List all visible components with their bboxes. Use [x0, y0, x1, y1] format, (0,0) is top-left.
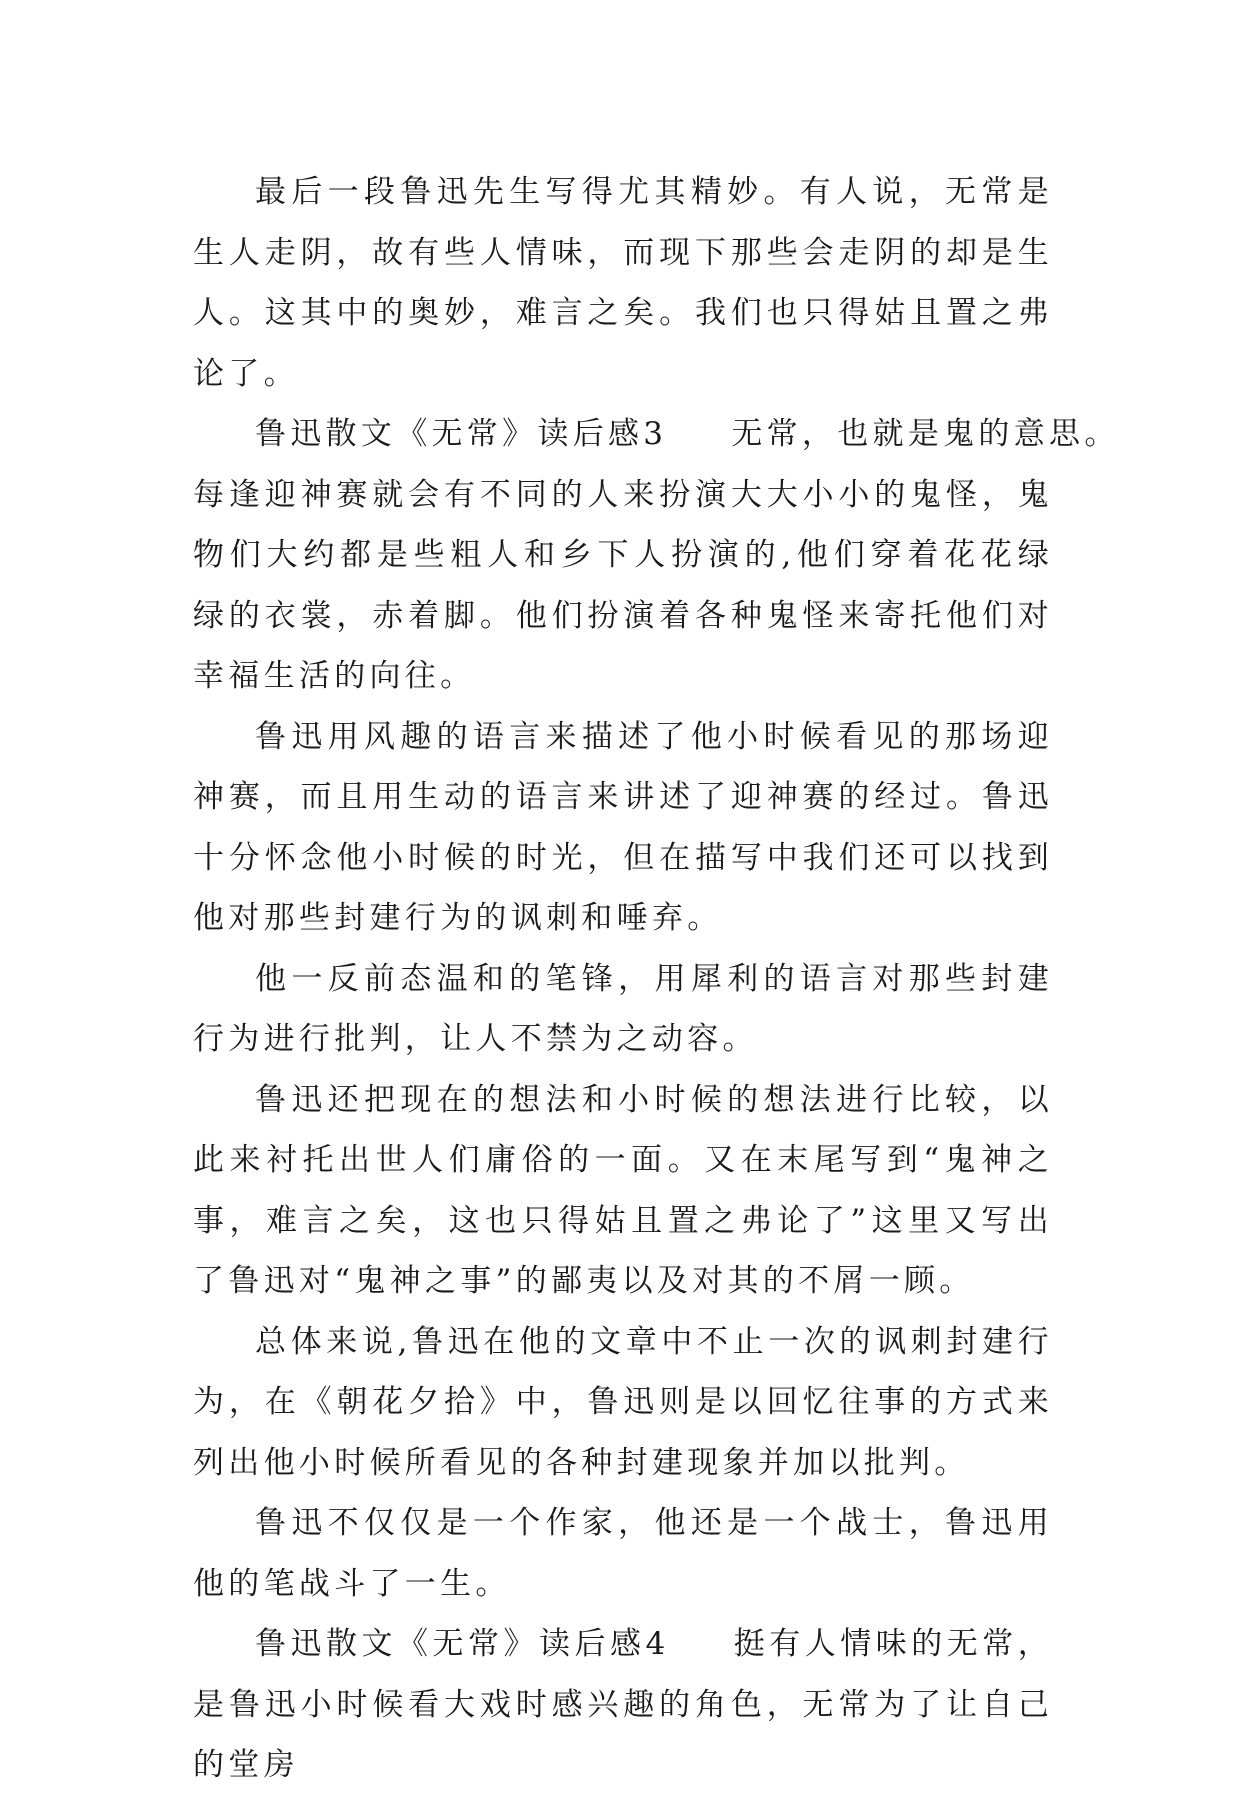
- paragraph-8-body: 挺有人情味的无常，是鲁迅小时候看大戏时感兴趣的角色，无常为了让自己的堂房: [193, 1626, 1054, 1783]
- heading-lead-3: 无常，也就是鬼的意思。: [731, 416, 1120, 452]
- document-body: [193, 162, 1120, 1796]
- paragraph-7: 鲁迅不仅仅是一个作家，他还是一个战士，鲁迅用他的笔战斗了一生。: [193, 1505, 1053, 1602]
- heading-line-3: [255, 416, 1120, 452]
- paragraph-3: 鲁迅用风趣的语言来描述了他小时候看见的那场迎神赛，而且用生动的语言来讲述了迎神赛的经过。鲁迅十分怀念他小时候的时光，但在描写中我们还可以找到他对那些封建行为的讽刺和唾弃。: [193, 718, 1053, 936]
- paragraph-6: 总体来说,鲁迅在他的文章中不止一次的讽刺封建行为，在《朝花夕拾》中，鲁迅则是以回忆往事的方式来列出他小时候所看见的各种封建现象并加以批判。: [193, 1323, 1053, 1481]
- paragraph-5: 鲁迅还把现在的想法和小时候的想法进行比较，以此来衬托出世人们庸俗的一面。又在末尾写到“鬼神之事，难言之矣，这也只得姑且置之弗论了”这里又写出了鲁迅对“鬼神之事”的鄙夷以及对其的不屑一顾。: [193, 1081, 1053, 1299]
- section-heading-3: 鲁迅散文《无常》读后感3: [255, 416, 668, 452]
- paragraph-2-body: 每逢迎神赛就会有不同的人来扮演大大小小的鬼怪，鬼物们大约都是些粗人和乡下人扮演的,他们穿着花花绿绿的衣裳，赤着脚。他们扮演着各种鬼怪来寄托他们对幸福生活的向往。: [193, 476, 1053, 694]
- section-heading-4: 鲁迅散文《无常》读后感4: [255, 1626, 670, 1662]
- paragraph-2: [193, 404, 1120, 707]
- paragraph-8: [193, 1614, 1053, 1796]
- paragraph-4: 他一反前态温和的笔锋，用犀利的语言对那些封建行为进行批判，让人不禁为之动容。: [193, 960, 1053, 1057]
- paragraph-1: 最后一段鲁迅先生写得尤其精妙。有人说，无常是生人走阴，故有些人情味，而现下那些会走阴的却是生人。这其中的奥妙，难言之矣。我们也只得姑且置之弗论了。: [193, 174, 1053, 392]
